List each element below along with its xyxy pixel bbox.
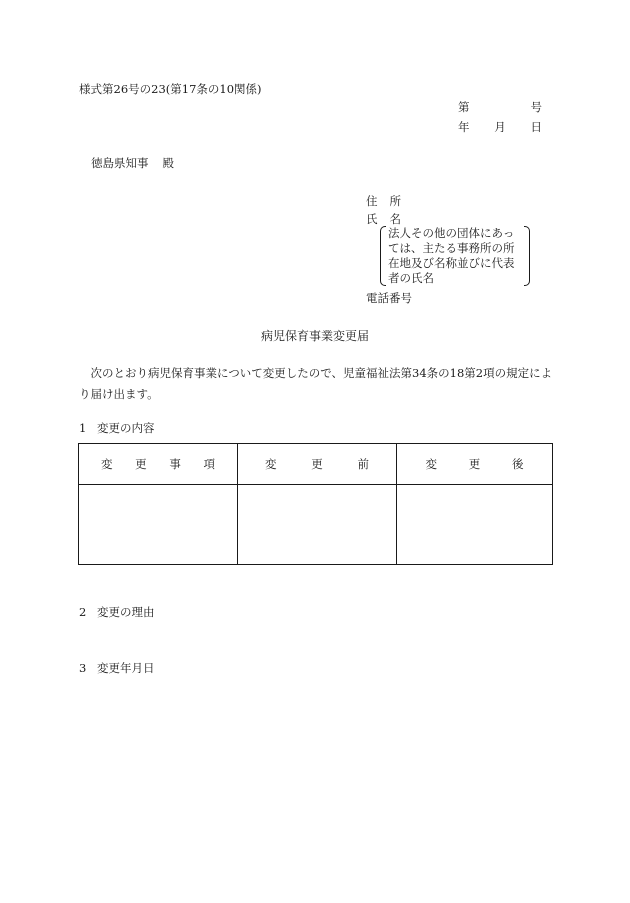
document-number-suffix: 号: [530, 100, 542, 114]
section-number: 2: [79, 605, 87, 619]
corporation-note-line: 法人その他の団体にあっ: [388, 226, 515, 240]
section-label: 変更の内容: [97, 421, 155, 435]
cell-change-item: [79, 485, 238, 565]
document-title: 病児保育事業変更届: [260, 329, 369, 343]
name-label-char-1: 氏: [366, 212, 378, 226]
section-change-reason: [79, 604, 155, 620]
phone-label: 電話番号: [366, 291, 412, 305]
address-label-char-2: 所: [389, 194, 401, 208]
section-label: 変更の理由: [97, 605, 155, 619]
header-char: 項: [203, 457, 215, 471]
header-char: 更: [135, 457, 147, 471]
section-number: 1: [79, 421, 87, 435]
body-text: 次のとおり病児保育事業について変更したので、児童福祉法第34条の18第2項の規定により届け出ます。: [79, 366, 553, 401]
header-before-change: [238, 444, 397, 485]
section-change-date: [79, 660, 155, 676]
section-change-content: [79, 420, 155, 436]
corporation-note-line: ては、主たる事務所の所: [388, 241, 515, 255]
header-char: 更: [468, 457, 481, 471]
addressee: [91, 155, 174, 171]
header-char: 前: [357, 457, 369, 471]
date-fields: [458, 119, 542, 135]
addressee-name: 徳島県知事: [91, 156, 149, 170]
document-number-prefix: 第: [458, 100, 470, 114]
address-label: [366, 193, 401, 209]
table-header-row: [79, 444, 553, 485]
table-row: [79, 485, 553, 565]
name-label-char-2: 名: [389, 212, 401, 226]
corporation-note-line: 在地及び名称並びに代表: [388, 256, 515, 270]
header-char: 後: [512, 457, 524, 471]
date-day-label: 日: [530, 120, 542, 134]
left-bracket: [380, 226, 386, 286]
cell-before-change: [238, 485, 397, 565]
corporation-note-line: 者の氏名: [388, 271, 434, 285]
header-change-item: [79, 444, 238, 485]
header-char: 更: [311, 457, 323, 471]
form-id: 様式第26号の23(第17条の10関係): [79, 82, 262, 96]
date-year-label: 年: [458, 120, 470, 134]
name-label: [366, 211, 401, 227]
address-label-char-1: 住: [366, 194, 378, 208]
date-month-label: 月: [494, 120, 506, 134]
corporation-note: [380, 226, 530, 286]
header-char: 変: [265, 457, 277, 471]
section-number: 3: [79, 661, 87, 675]
cell-after-change: [397, 485, 553, 565]
document-number: [458, 99, 542, 115]
header-char: 事: [169, 457, 181, 471]
header-after-change: [397, 444, 553, 485]
section-label: 変更年月日: [97, 661, 155, 675]
right-bracket: [524, 226, 530, 286]
header-char: 変: [425, 457, 437, 471]
change-table: [78, 443, 553, 565]
header-char: 変: [101, 457, 113, 471]
addressee-honorific: 殿: [162, 156, 174, 170]
